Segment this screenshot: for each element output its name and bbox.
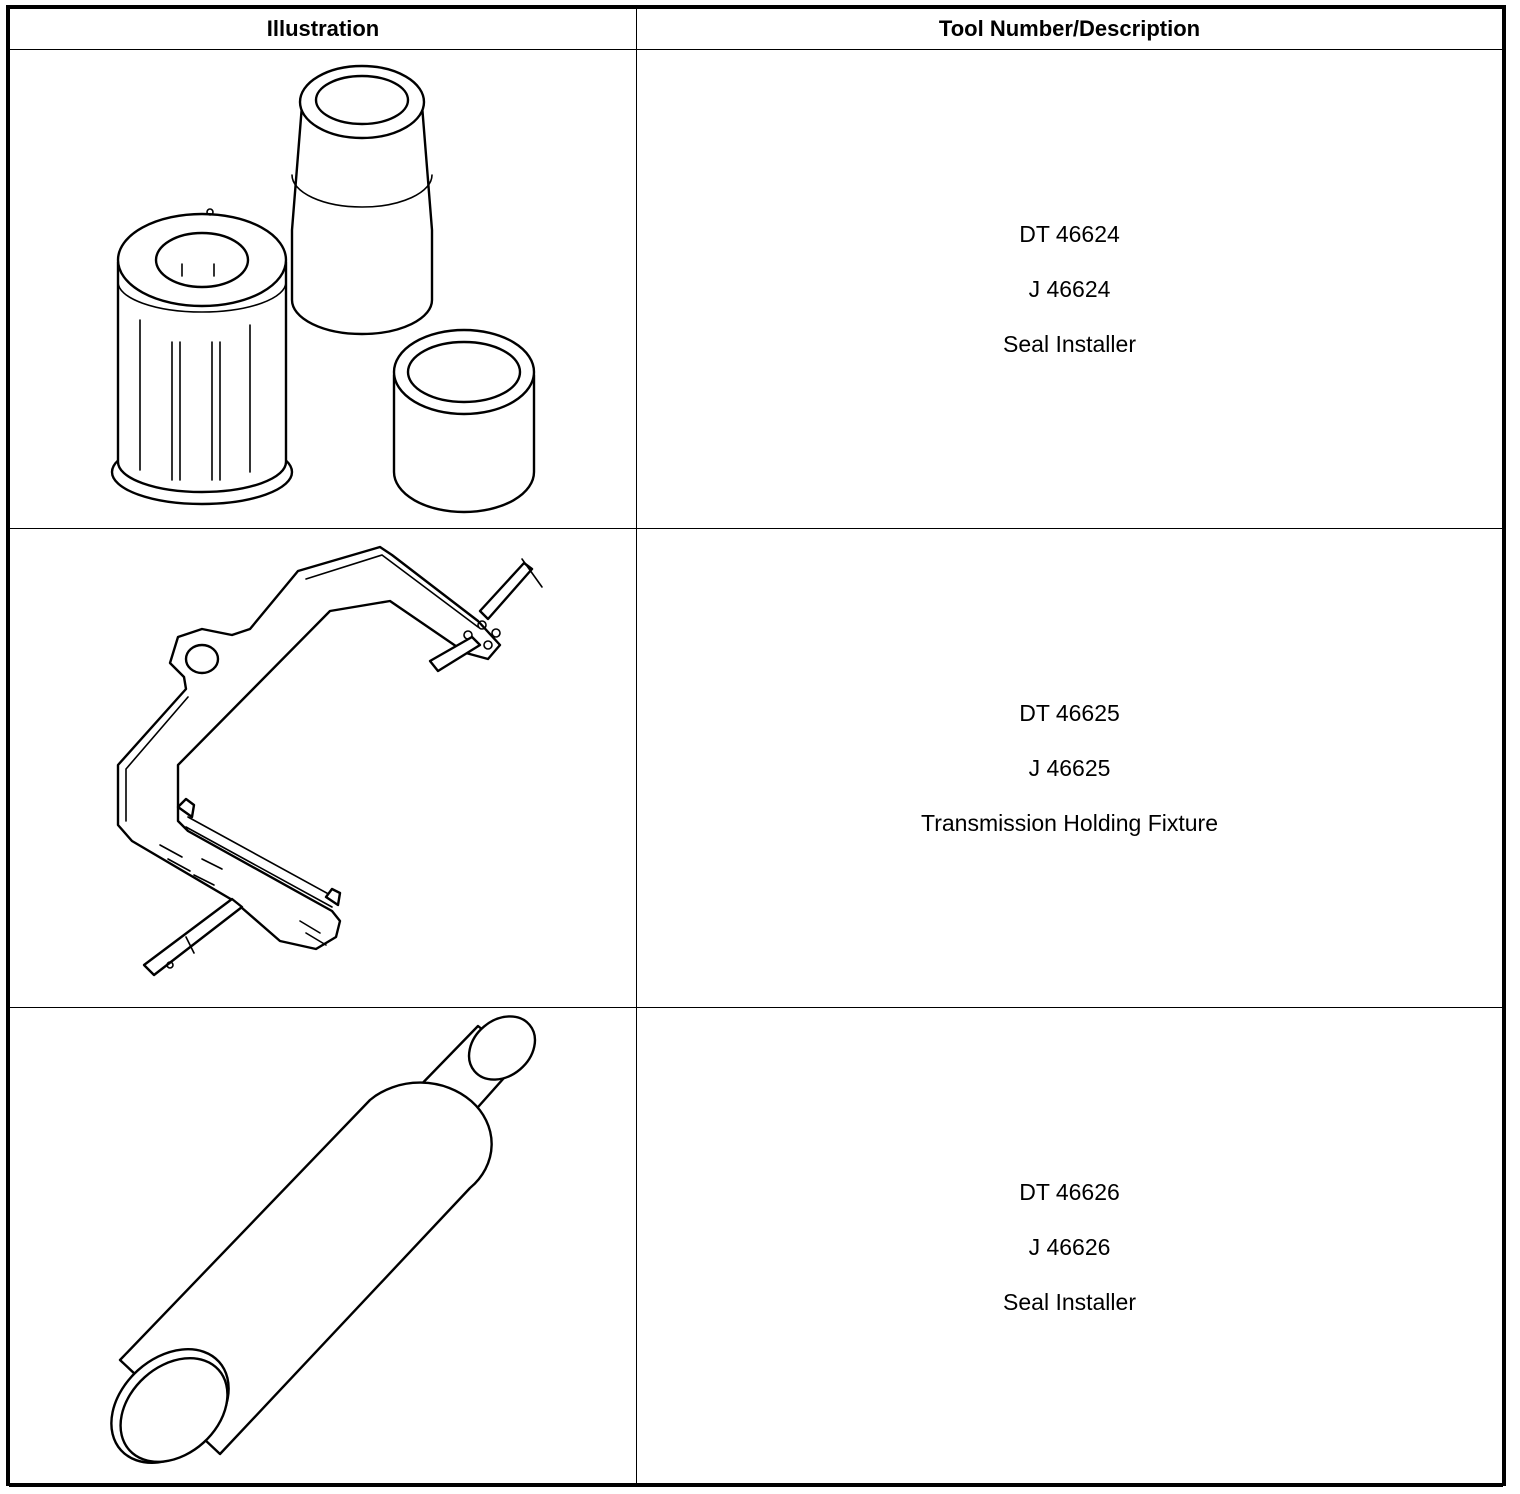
tool-description: Seal Installer: [1003, 330, 1136, 357]
tool-table: [9, 8, 1503, 1487]
header-tool-description: Tool Number/Description: [637, 9, 1503, 50]
j-number: J 46625: [1028, 754, 1111, 781]
header-illustration: Illustration: [10, 9, 637, 50]
dt-number: DT 46626: [1019, 1178, 1120, 1205]
illustration-cell: [10, 529, 637, 1008]
j-number: J 46624: [1028, 275, 1111, 302]
tool-table-frame: [6, 5, 1506, 1486]
header-row: [10, 9, 1503, 50]
transmission-holding-fixture-icon: [10, 529, 636, 1007]
seal-installer-rod-icon: [10, 1008, 636, 1486]
description-cell: [637, 50, 1503, 529]
illustration-cell: [10, 1008, 637, 1487]
j-number: J 46626: [1028, 1233, 1111, 1260]
description-cell: [637, 1008, 1503, 1487]
table-row: [10, 529, 1503, 1008]
seal-installer-set-icon: [10, 50, 636, 528]
illustration-cell: [10, 50, 637, 529]
table-row: [10, 50, 1503, 529]
dt-number: DT 46625: [1019, 699, 1120, 726]
tool-description: Seal Installer: [1003, 1288, 1136, 1315]
tool-description: Transmission Holding Fixture: [921, 809, 1218, 836]
description-cell: [637, 529, 1503, 1008]
table-row: [10, 1008, 1503, 1487]
dt-number: DT 46624: [1019, 220, 1120, 247]
